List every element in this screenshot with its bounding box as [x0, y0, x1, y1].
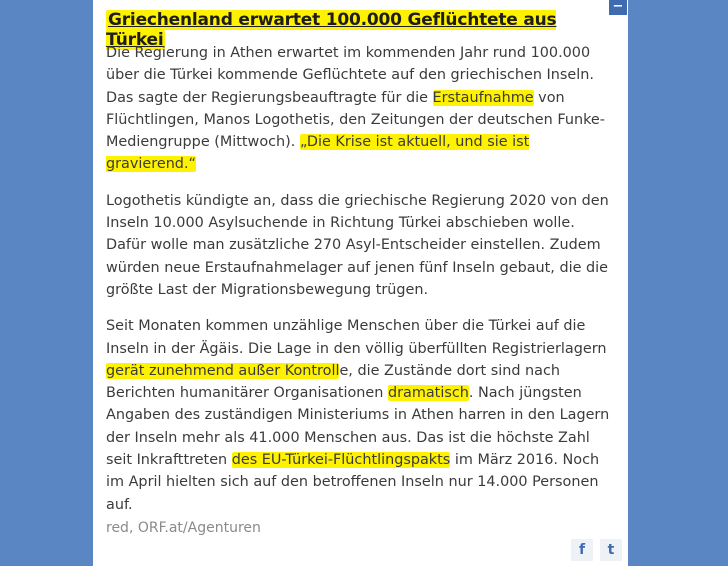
twitter-icon: t — [607, 542, 615, 558]
highlight-pakt: des EU-Türkei-Flüchtlingspakts — [231, 452, 451, 469]
text: . Nach jüngsten Angaben des zuständigen Ministeriums in Athen harren in den Lagern der Inseln mehr als 41.000 Menschen aus. Das ist die höchste Zahl seit Inkrafttreten — [106, 385, 610, 469]
text: im März 2016. Noch im April hielten sich auf den betroffenen Inseln nur 14.000 Personen auf. — [106, 452, 600, 513]
facebook-icon: f — [578, 542, 586, 558]
highlight-dramatisch: dramatisch — [387, 385, 469, 402]
highlight-erstaufnahme: Erstaufnahme — [432, 89, 534, 106]
paragraph-3 — [106, 315, 610, 516]
article-body — [106, 42, 610, 530]
text: Die Regierung in Athen erwartet im kommenden Jahr rund 100.000 über die Türkei kommende Geflüchtete auf den griechischen Inseln. Das sagte der Regierungsbeauftragte für die — [106, 45, 594, 106]
collapse-button[interactable] — [609, 0, 627, 15]
highlight-quote: „Die Krise ist aktuell, und sie ist gravierend.“ — [106, 134, 530, 173]
text: von Flüchtlingen, Manos Logothetis, den Zeitungen der deutschen Funke-Mediengruppe (Mittwoch). — [106, 89, 605, 151]
title-highlight: Griechenland erwartet 100.000 Geflüchtete aus Türkei — [106, 10, 557, 50]
text: Seit Monaten kommen unzählige Menschen über die Türkei auf die Inseln in der Ägäis. Die Lage in den völlig überfüllten Registrierlagern — [106, 318, 607, 357]
facebook-share-button[interactable] — [571, 539, 593, 561]
highlight-kontrolle: gerät zunehmend außer Kontroll — [106, 362, 340, 379]
paragraph-2: Logothetis kündigte an, dass die griechische Regierung 2020 von den Inseln 10.000 Asylsuchende in Richtung Türkei abschieben wolle. Dafür wolle man zusätzliche 270 Asyl-Entscheider einstellen. Zudem würden neue Erstaufnahmelager auf jenen fünf Inseln gebaut, die die größte Last der Migrationsbewegung trügen. — [106, 192, 609, 298]
article-source: red, ORF.at/Agenturen — [106, 520, 261, 536]
text: e, die Zustände dort sind nach Berichten humanitärer Organisationen — [106, 362, 561, 402]
twitter-share-button[interactable] — [600, 539, 622, 561]
paragraph-1 — [106, 42, 610, 176]
minus-icon: − — [612, 0, 624, 14]
